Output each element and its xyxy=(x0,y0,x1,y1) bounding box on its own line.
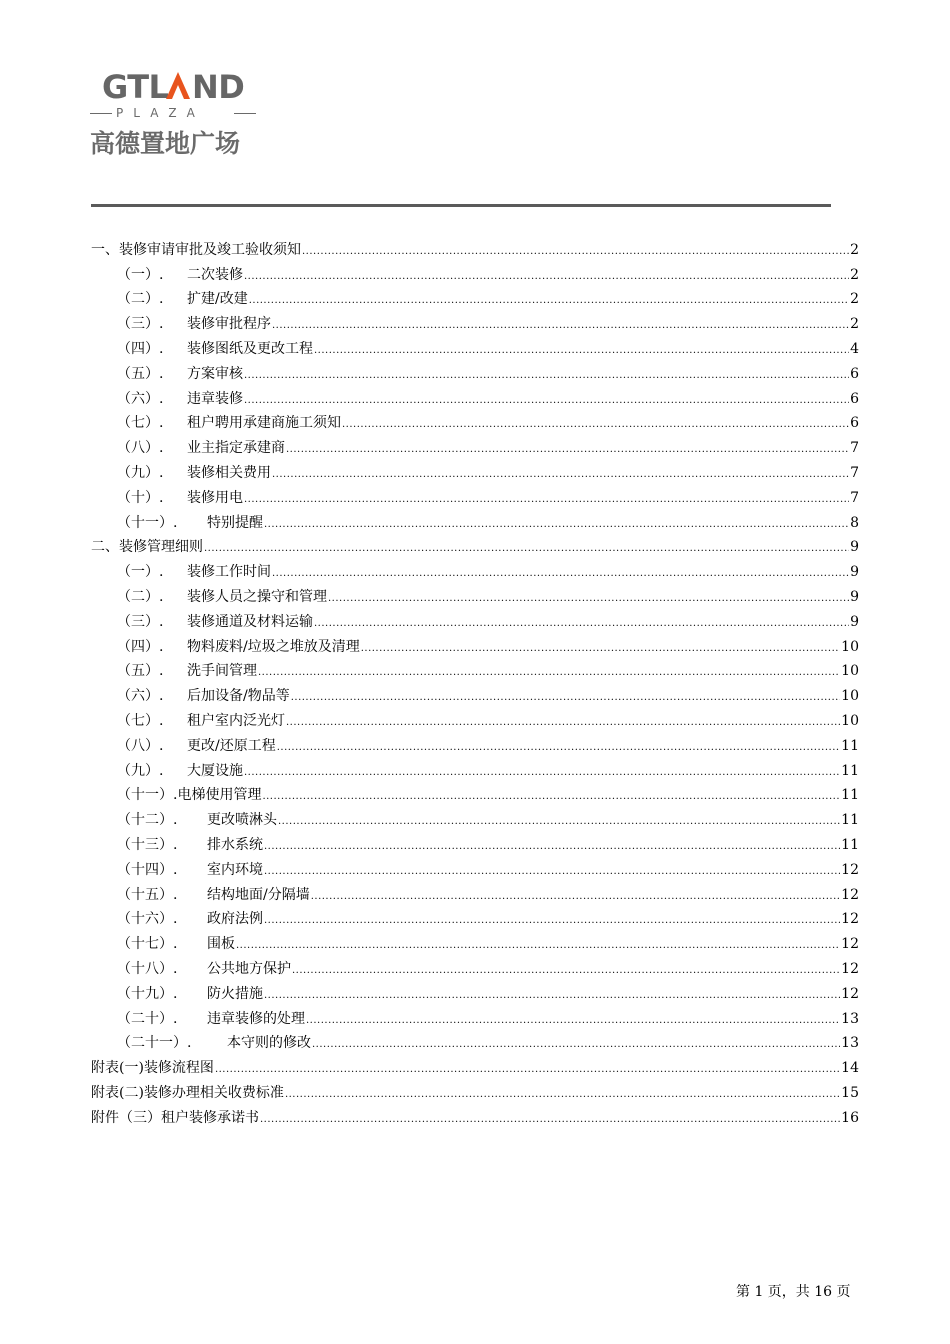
toc-entry-text xyxy=(117,365,243,383)
toc-entry-page: 9 xyxy=(850,588,859,605)
toc-entry-number: （十三）. xyxy=(117,836,178,853)
toc-entry-page: 10 xyxy=(841,638,859,655)
toc-dot-leader xyxy=(204,542,849,556)
toc-entry-text xyxy=(117,489,243,507)
toc-entry[interactable] xyxy=(91,606,859,631)
toc-entry-title: 装修管理细则 xyxy=(119,539,203,556)
toc-entry[interactable] xyxy=(91,705,859,730)
toc-entry-title: 本守则的修改 xyxy=(227,1035,311,1052)
toc-entry-number: 附表(一) xyxy=(91,1060,144,1077)
toc-entry-title: 大厦设施 xyxy=(187,762,243,779)
toc-entry-text xyxy=(117,985,263,1003)
toc-entry-page: 11 xyxy=(841,812,859,829)
toc-entry[interactable] xyxy=(91,1003,859,1028)
toc-dot-leader xyxy=(286,716,840,730)
toc-entry-text xyxy=(117,811,277,829)
toc-dot-leader xyxy=(249,294,849,308)
toc-entry-page: 12 xyxy=(841,985,859,1002)
toc-entry-title: 公共地方保护 xyxy=(207,960,291,977)
toc-entry-text xyxy=(117,687,290,705)
toc-entry-number: （三）. xyxy=(117,316,164,333)
toc-dot-leader xyxy=(264,840,840,854)
toc-entry[interactable] xyxy=(91,978,859,1003)
toc-entry-page: 6 xyxy=(850,390,859,407)
toc-entry-title: 电梯使用管理 xyxy=(177,787,262,804)
toc-entry-number: 一、 xyxy=(91,241,119,258)
toc-entry-page: 16 xyxy=(841,1109,859,1126)
toc-entry-page: 13 xyxy=(841,1035,859,1052)
toc-entry-title: 装修人员之操守和管理 xyxy=(187,588,327,605)
toc-dot-leader xyxy=(314,617,849,631)
toc-entry-text xyxy=(117,315,271,333)
toc-entry-number: （十七）. xyxy=(117,936,178,953)
toc-entry[interactable] xyxy=(91,680,859,705)
toc-entry-text xyxy=(117,514,263,532)
toc-entry-title: 方案审核 xyxy=(187,365,243,382)
toc-entry-title: 政府法例 xyxy=(207,911,263,928)
toc-entry-text xyxy=(117,414,341,432)
toc-dot-leader xyxy=(215,1063,840,1077)
toc-entry-title: 防火措施 xyxy=(207,985,263,1002)
page-footer: 第 1 页，共 16 页 xyxy=(736,1284,851,1300)
logo-plaza-text: PLAZA xyxy=(116,106,205,120)
toc-entry-text xyxy=(91,1084,284,1102)
toc-entry-text xyxy=(117,910,263,928)
toc-entry-number: （二）. xyxy=(117,588,164,605)
toc-entry[interactable] xyxy=(91,457,859,482)
toc-entry[interactable] xyxy=(91,482,859,507)
toc-entry-text xyxy=(117,935,235,953)
header-divider xyxy=(91,204,831,207)
toc-entry-number: （一）. xyxy=(117,564,164,581)
toc-entry-page: 6 xyxy=(850,415,859,432)
toc-entry-text xyxy=(117,290,248,308)
toc-dot-leader xyxy=(244,369,849,383)
toc-dot-leader xyxy=(286,443,849,457)
toc-entry-text xyxy=(117,638,360,656)
toc-entry[interactable] xyxy=(91,755,859,780)
toc-entry[interactable] xyxy=(91,879,859,904)
toc-entry-number: （四）. xyxy=(117,638,164,655)
toc-entry-number: （六）. xyxy=(117,688,164,705)
toc-entry-title: 更改/还原工程 xyxy=(187,737,276,754)
toc-entry-number: （八）. xyxy=(117,737,164,754)
toc-entry-number: （二十）. xyxy=(117,1010,178,1027)
toc-entry-title: 装修审批程序 xyxy=(187,316,271,333)
toc-entry-title: 洗手间管理 xyxy=(187,663,257,680)
toc-entry-text xyxy=(117,563,271,581)
toc-entry-number: （十八）. xyxy=(117,960,178,977)
toc-entry-number: （十四）. xyxy=(117,861,178,878)
toc-entry-number: （十五）. xyxy=(117,886,178,903)
toc-entry-page: 9 xyxy=(850,564,859,581)
toc-entry[interactable] xyxy=(91,829,859,854)
toc-dot-leader xyxy=(244,270,849,284)
toc-entry-text xyxy=(117,737,276,755)
toc-entry[interactable] xyxy=(91,656,859,681)
toc-dot-leader xyxy=(244,493,849,507)
toc-dot-leader xyxy=(272,567,849,581)
toc-dot-leader xyxy=(244,394,849,408)
toc-entry-page: 2 xyxy=(850,241,859,258)
toc-entry-page: 7 xyxy=(850,464,859,481)
toc-entry[interactable] xyxy=(91,953,859,978)
toc-entry-number: （二十一）. xyxy=(117,1035,192,1052)
toc-entry[interactable] xyxy=(91,408,859,433)
toc-entry-title: 结构地面/分隔墙 xyxy=(207,886,310,903)
toc-entry-number: （十二）. xyxy=(117,812,178,829)
gtland-logo xyxy=(90,68,260,158)
toc-entry-title: 特别提醒 xyxy=(207,514,263,531)
gtland-wordmark-svg xyxy=(102,68,254,104)
toc-entry-page: 10 xyxy=(841,688,859,705)
toc-entry-number: 二、 xyxy=(91,539,119,556)
toc-entry-title: 装修办理相关收费标准 xyxy=(143,1084,284,1101)
toc-entry[interactable] xyxy=(91,854,859,879)
toc-entry-page: 11 xyxy=(841,836,859,853)
toc-entry-page: 4 xyxy=(850,340,859,357)
toc-entry[interactable] xyxy=(91,1102,859,1127)
toc-dot-leader xyxy=(306,1014,840,1028)
toc-entry-page: 11 xyxy=(841,762,859,779)
toc-entry-text xyxy=(117,886,310,904)
toc-entry-page: 12 xyxy=(841,861,859,878)
toc-entry-page: 13 xyxy=(841,1010,859,1027)
toc-entry-title: 围板 xyxy=(207,936,235,953)
toc-entry[interactable] xyxy=(91,928,859,953)
toc-entry-page: 12 xyxy=(841,936,859,953)
toc-entry-number: （二）. xyxy=(117,291,164,308)
toc-entry-number: （六）. xyxy=(117,390,164,407)
toc-dot-leader xyxy=(312,1038,840,1052)
toc-entry-number: （五）. xyxy=(117,663,164,680)
toc-entry-page: 10 xyxy=(841,663,859,680)
toc-dot-leader xyxy=(258,666,840,680)
toc-entry[interactable] xyxy=(91,1052,859,1077)
toc-entry-page: 2 xyxy=(850,291,859,308)
toc-dot-leader xyxy=(291,691,840,705)
toc-dot-leader xyxy=(236,939,840,953)
toc-entry-text xyxy=(117,960,291,978)
toc-dot-leader xyxy=(264,989,840,1003)
toc-dot-leader xyxy=(262,790,840,804)
toc-entry-text xyxy=(117,390,243,408)
toc-entry-title: 装修流程图 xyxy=(143,1060,214,1077)
toc-entry-title: 后加设备/物品等 xyxy=(187,688,290,705)
toc-entry-number: （九）. xyxy=(117,762,164,779)
svg-text:GTL: GTL xyxy=(102,68,169,104)
toc-entry[interactable] xyxy=(91,1077,859,1102)
toc-entry-title: 更改喷淋头 xyxy=(207,812,277,829)
toc-entry-page: 8 xyxy=(850,514,859,531)
toc-entry-page: 12 xyxy=(841,911,859,928)
toc-entry-title: 室内环境 xyxy=(207,861,263,878)
logo-divider-right xyxy=(234,113,256,114)
toc-entry-text xyxy=(117,786,261,804)
toc-entry-text xyxy=(117,588,327,606)
toc-entry-text xyxy=(117,1010,305,1028)
toc-dot-leader xyxy=(328,592,849,606)
toc-entry-text xyxy=(117,266,243,284)
toc-entry-text xyxy=(117,662,257,680)
toc-entry-number: （十一）. xyxy=(117,514,178,531)
toc-entry-page: 7 xyxy=(850,489,859,506)
toc-entry-number: （八）. xyxy=(117,440,164,457)
toc-entry-number: （一）. xyxy=(117,266,164,283)
toc-entry-title: 二次装修 xyxy=(187,266,243,283)
toc-entry-title: 租户装修承诺书 xyxy=(161,1109,259,1126)
toc-entry-text xyxy=(117,340,313,358)
toc-dot-leader xyxy=(260,1113,840,1127)
toc-dot-leader xyxy=(264,865,840,879)
toc-entry-page: 12 xyxy=(841,886,859,903)
toc-entry[interactable] xyxy=(91,1028,859,1053)
toc-entry-number: （十六）. xyxy=(117,911,178,928)
toc-dot-leader xyxy=(285,1088,840,1102)
toc-entry[interactable] xyxy=(91,383,859,408)
toc-entry-text xyxy=(91,1109,259,1127)
toc-entry-title: 租户室内泛光灯 xyxy=(187,712,285,729)
toc-entry[interactable] xyxy=(91,507,859,532)
toc-entry[interactable] xyxy=(91,730,859,755)
logo-chinese-name: 高德置地广场 xyxy=(90,129,241,158)
toc-entry-text xyxy=(117,836,263,854)
toc-entry-text xyxy=(117,712,285,730)
toc-entry-number: （四）. xyxy=(117,340,164,357)
toc-entry[interactable] xyxy=(91,581,859,606)
toc-dot-leader xyxy=(278,815,840,829)
toc-entry-title: 装修相关费用 xyxy=(187,464,271,481)
toc-entry-text xyxy=(117,464,271,482)
svg-text:ND: ND xyxy=(192,68,245,104)
toc-entry-page: 7 xyxy=(850,440,859,457)
toc-entry-page: 12 xyxy=(841,960,859,977)
toc-entry-title: 扩建/改建 xyxy=(187,291,248,308)
toc-entry[interactable] xyxy=(91,904,859,929)
toc-entry-page: 2 xyxy=(850,316,859,333)
toc-entry-number: （五）. xyxy=(117,365,164,382)
toc-entry-page: 11 xyxy=(841,787,859,804)
toc-entry-page: 9 xyxy=(850,539,859,556)
toc-entry-page: 11 xyxy=(841,737,859,754)
toc-entry-title: 违章装修 xyxy=(187,390,243,407)
toc-dot-leader xyxy=(264,914,840,928)
toc-entry[interactable] xyxy=(91,432,859,457)
toc-entry[interactable] xyxy=(91,333,859,358)
toc-entry-number: （十一）. xyxy=(117,787,178,804)
toc-dot-leader xyxy=(361,642,840,656)
toc-entry-number: 附件（三） xyxy=(91,1109,161,1126)
toc-dot-leader xyxy=(342,418,849,432)
toc-entry-text xyxy=(91,538,203,556)
toc-entry-page: 10 xyxy=(841,712,859,729)
toc-entry-number: （七）. xyxy=(117,712,164,729)
toc-entry-page: 6 xyxy=(850,365,859,382)
toc-dot-leader xyxy=(272,319,849,333)
toc-entry-title: 装修通道及材料运输 xyxy=(187,613,313,630)
toc-entry[interactable] xyxy=(91,358,859,383)
toc-entry-page: 2 xyxy=(850,266,859,283)
logo-plaza-line xyxy=(90,106,258,120)
toc-entry-page: 9 xyxy=(850,613,859,630)
toc-dot-leader xyxy=(277,741,840,755)
toc-entry-title: 装修用电 xyxy=(187,489,243,506)
logo-divider-left xyxy=(90,113,112,114)
toc-entry-text xyxy=(91,241,301,259)
toc-entry[interactable] xyxy=(91,556,859,581)
toc-entry-title: 业主指定承建商 xyxy=(187,440,285,457)
toc-entry-text xyxy=(117,613,313,631)
toc-dot-leader xyxy=(292,964,840,978)
toc-entry-title: 装修工作时间 xyxy=(187,564,271,581)
toc-entry[interactable] xyxy=(91,284,859,309)
toc-entry-text xyxy=(91,1059,214,1077)
toc-dot-leader xyxy=(272,468,849,482)
toc-entry-number: （三）. xyxy=(117,613,164,630)
toc-entry-text xyxy=(117,861,263,879)
toc-entry-number: 附表(二) xyxy=(91,1084,144,1101)
toc-entry-number: （十）. xyxy=(117,489,164,506)
table-of-contents xyxy=(91,234,859,1127)
toc-entry[interactable] xyxy=(91,631,859,656)
toc-dot-leader xyxy=(264,518,849,532)
toc-entry-title: 装修图纸及更改工程 xyxy=(187,340,313,357)
toc-entry-title: 物料废料/垃圾之堆放及清理 xyxy=(187,638,360,655)
toc-entry-number: （七）. xyxy=(117,415,164,432)
toc-dot-leader xyxy=(244,766,840,780)
toc-entry-text xyxy=(117,762,243,780)
toc-entry[interactable] xyxy=(91,532,859,557)
toc-entry-text xyxy=(117,1034,311,1052)
toc-entry-page: 14 xyxy=(841,1060,859,1077)
toc-entry[interactable] xyxy=(91,234,859,259)
toc-entry-title: 违章装修的处理 xyxy=(207,1010,305,1027)
toc-entry-page: 15 xyxy=(841,1084,859,1101)
toc-entry[interactable] xyxy=(91,804,859,829)
toc-dot-leader xyxy=(311,890,840,904)
toc-dot-leader xyxy=(314,344,849,358)
toc-entry-title: 租户聘用承建商施工须知 xyxy=(187,415,341,432)
toc-entry[interactable] xyxy=(91,308,859,333)
toc-dot-leader xyxy=(302,245,849,259)
toc-entry-number: （十九）. xyxy=(117,985,178,1002)
toc-entry-title: 装修审请审批及竣工验收须知 xyxy=(119,241,301,258)
toc-entry-number: （九）. xyxy=(117,464,164,481)
toc-entry[interactable] xyxy=(91,259,859,284)
toc-entry-text xyxy=(117,439,285,457)
toc-entry-title: 排水系统 xyxy=(207,836,263,853)
toc-entry[interactable] xyxy=(91,780,859,805)
